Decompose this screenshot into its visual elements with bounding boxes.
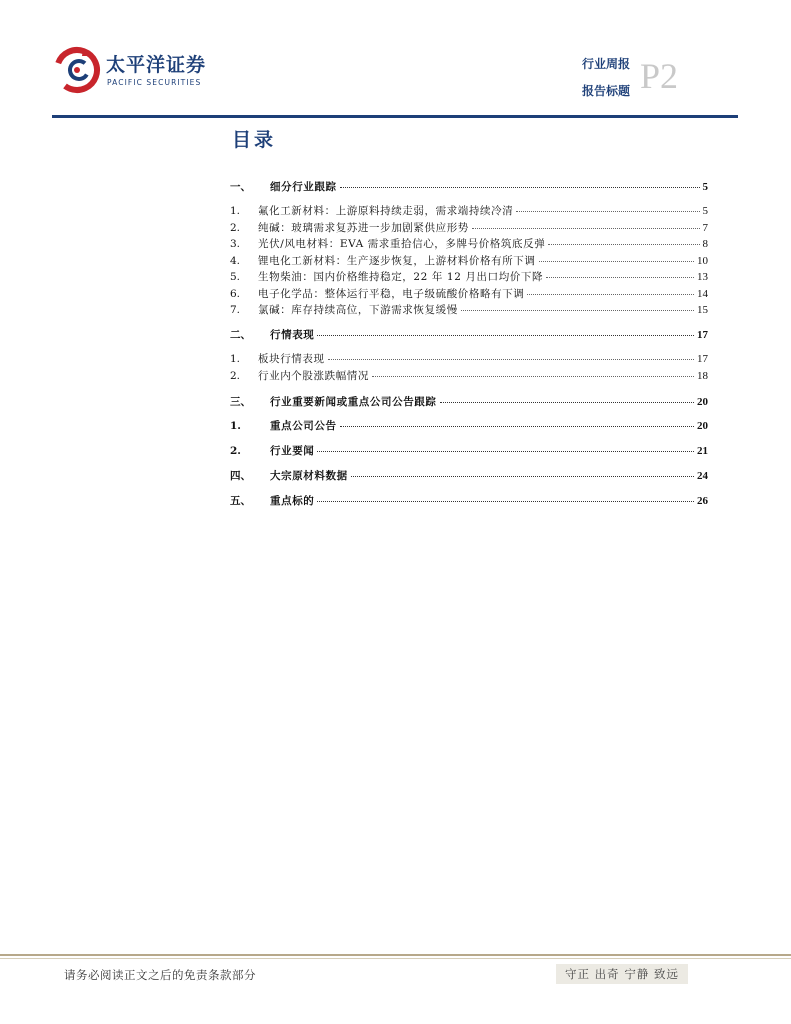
toc-entry-title[interactable]: 光伏/风电材料：EVA 需求重拾信心，多牌号价格筑底反弹 (258, 238, 546, 250)
toc-entry-number: 1. (230, 205, 241, 217)
page-number: P2 (640, 56, 679, 96)
toc-entry-number: 4. (230, 255, 241, 267)
toc-dot-leader (440, 401, 695, 403)
toc-dot-leader (340, 186, 700, 188)
toc-dot-leader (527, 293, 694, 295)
toc-entry-title[interactable]: 行情表现 (270, 329, 315, 341)
toc-entry-number: 2. (230, 370, 241, 382)
toc-entry-page: 10 (697, 255, 708, 267)
toc-entry[interactable] (230, 203, 708, 219)
toc-entry-page: 13 (697, 271, 708, 283)
toc-entry[interactable] (230, 443, 708, 459)
toc-entry-number: 1. (230, 353, 241, 365)
company-logo (52, 44, 212, 94)
toc-heading: 目录 (232, 129, 277, 151)
toc-entry[interactable] (230, 220, 708, 236)
footer-divider (0, 954, 791, 956)
toc-entry[interactable] (230, 236, 708, 252)
toc-entry-title[interactable]: 电子化学品：整体运行平稳，电子级硫酸价格略有下调 (258, 288, 525, 300)
toc-entry-page: 20 (697, 420, 708, 432)
toc-entry-page: 5 (702, 181, 708, 193)
toc-entry[interactable] (230, 302, 708, 318)
toc-entry[interactable] (230, 327, 708, 343)
toc-entry-title[interactable]: 氟化工新材料：上游原料持续走弱，需求端持续冷清 (258, 205, 514, 217)
toc-dot-leader (461, 309, 694, 311)
header-divider (52, 115, 738, 118)
toc-entry[interactable] (230, 394, 708, 410)
toc-entry[interactable] (230, 368, 708, 384)
toc-entry-page: 17 (697, 329, 708, 341)
toc-dot-leader (548, 243, 699, 245)
toc-entry[interactable] (230, 468, 708, 484)
toc-dot-leader (472, 227, 700, 229)
toc-entry-number: 一、 (230, 181, 251, 193)
toc-dot-leader (317, 450, 694, 452)
report-title: 报告标题 (581, 84, 630, 98)
toc-entry[interactable] (230, 286, 708, 302)
toc-entry-page: 21 (697, 445, 708, 457)
toc-dot-leader (516, 210, 699, 212)
toc-entry-title[interactable]: 行业要闻 (270, 445, 315, 457)
toc-entry-page: 15 (697, 304, 708, 316)
toc-entry[interactable] (230, 253, 708, 269)
toc-entry-title[interactable]: 生物柴油：国内价格维持稳定，22 年 12 月出口均价下降 (258, 271, 544, 283)
toc-entry[interactable] (230, 493, 708, 509)
toc-entry-page: 26 (697, 495, 708, 507)
toc-dot-leader (546, 276, 694, 278)
toc-entry-title[interactable]: 板块行情表现 (258, 353, 325, 365)
toc-entry-page: 8 (702, 238, 708, 250)
pacific-logo-icon (52, 44, 104, 94)
toc-dot-leader (372, 375, 694, 377)
toc-entry-number: 1. (230, 420, 241, 432)
toc-entry-number: 四、 (230, 470, 251, 482)
toc-entry[interactable] (230, 179, 708, 195)
toc-entry-title[interactable]: 行业内个股涨跌幅情况 (258, 370, 369, 382)
toc-entry[interactable] (230, 351, 708, 367)
toc-dot-leader (328, 358, 694, 360)
toc-entry-page: 5 (702, 205, 708, 217)
toc-entry-page: 20 (697, 396, 708, 408)
logo-chinese-name: 太平洋证券 (106, 54, 207, 76)
report-type: 行业周报 (581, 57, 630, 71)
toc-entry-title[interactable]: 行业重要新闻或重点公司公告跟踪 (270, 396, 437, 408)
toc-entry-page: 17 (697, 353, 708, 365)
toc-entry-title[interactable]: 大宗原材料数据 (270, 470, 348, 482)
toc-entry-number: 7. (230, 304, 241, 316)
logo-english-name: PACIFIC SECURITIES (107, 78, 202, 87)
toc-entry-number: 三、 (230, 396, 251, 408)
toc-dot-leader (317, 500, 694, 502)
footer-disclaimer: 请务必阅读正文之后的免责条款部分 (64, 968, 256, 982)
toc-entry-number: 5. (230, 271, 241, 283)
toc-dot-leader (340, 425, 694, 427)
toc-entry-number: 2. (230, 222, 241, 234)
toc-entry-number: 3. (230, 238, 241, 250)
toc-entry[interactable] (230, 418, 708, 434)
toc-entry-number: 2. (230, 445, 241, 457)
footer-divider-thin (0, 958, 791, 959)
toc-entry-title[interactable]: 重点标的 (270, 495, 315, 507)
toc-entry-page: 7 (702, 222, 708, 234)
toc-entry-title[interactable]: 锂电化工新材料：生产逐步恢复，上游材料价格有所下调 (258, 255, 536, 267)
toc-entry-page: 24 (697, 470, 708, 482)
toc-entry-title[interactable]: 重点公司公告 (270, 420, 337, 432)
footer-motto: 守正 出奇 宁静 致远 (556, 964, 688, 984)
toc-entry-title[interactable]: 纯碱：玻璃需求复苏进一步加剧紧供应形势 (258, 222, 469, 234)
toc-entry-page: 18 (697, 370, 708, 382)
toc-dot-leader (317, 334, 694, 336)
toc-entry-number: 五、 (230, 495, 251, 507)
toc-entry-title[interactable]: 细分行业跟踪 (270, 181, 337, 193)
toc-entry-title[interactable]: 氯碱：库存持续高位，下游需求恢复缓慢 (258, 304, 458, 316)
toc-entry-number: 6. (230, 288, 241, 300)
toc-dot-leader (351, 475, 694, 477)
toc-entry[interactable] (230, 269, 708, 285)
toc-dot-leader (539, 260, 695, 262)
toc-entry-number: 二、 (230, 329, 251, 341)
toc-entry-page: 14 (697, 288, 708, 300)
